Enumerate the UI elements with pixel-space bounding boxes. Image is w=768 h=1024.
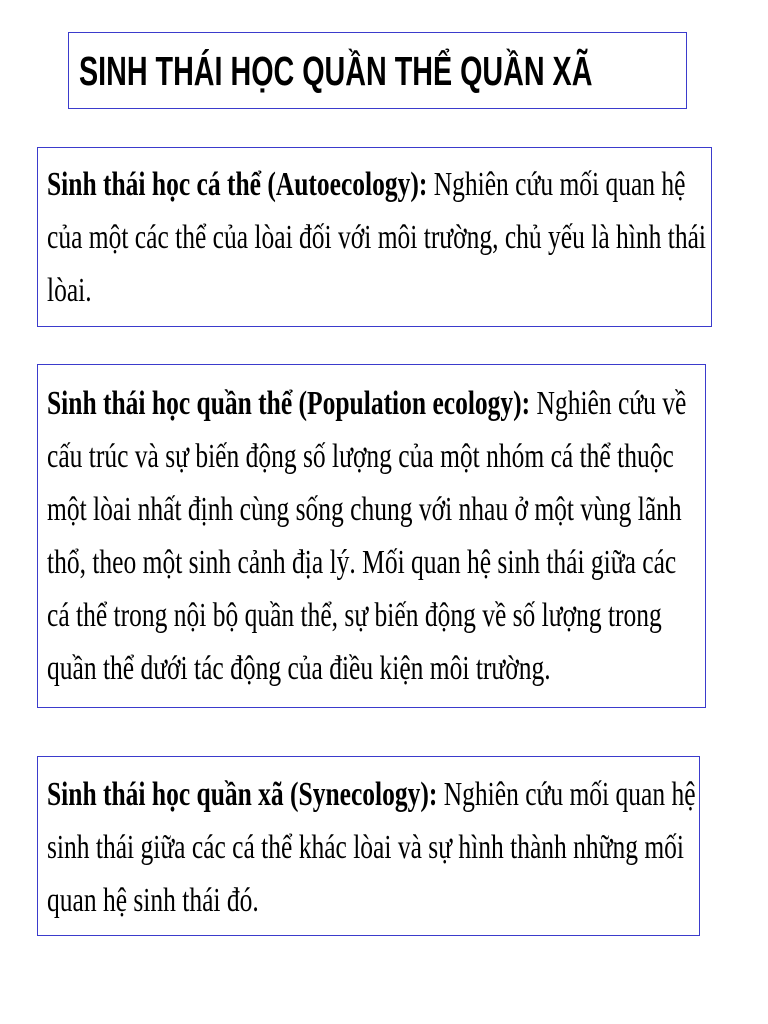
section-synecology bbox=[37, 756, 700, 936]
title-box bbox=[68, 32, 687, 109]
page-title: SINH THÁI HỌC QUẦN THỂ QUẦN XÃ bbox=[79, 48, 593, 94]
section-term: Sinh thái học quần thể (Population ecology): bbox=[47, 385, 531, 422]
section-term: Sinh thái học quần xã (Synecology): bbox=[47, 776, 438, 813]
section-paragraph bbox=[47, 768, 700, 927]
section-description: Nghiên cứu mối quan hệ của một các thể của lòai đối với môi trường, chủ yếu là hình thái lòai. bbox=[47, 166, 706, 309]
section-paragraph bbox=[47, 158, 707, 317]
section-description: Nghiên cứu về cấu trúc và sự biến động số lượng của một nhóm cá thể thuộc một lòai nhất định cùng sống chung với nhau ở một vùng lãnh thổ, theo một sinh cảnh địa lý. Mối quan hệ sinh thái giữa các cá thể trong nội bộ quần thể, sự biến động về số lượng trong quần thể dưới tác động của điều kiện môi trường. bbox=[47, 385, 687, 687]
section-description: Nghiên cứu mối quan hệ sinh thái giữa các cá thể khác lòai và sự hình thành những mối quan hệ sinh thái đó. bbox=[47, 776, 696, 919]
section-term: Sinh thái học cá thể (Autoecology): bbox=[47, 166, 428, 203]
section-autoecology bbox=[37, 147, 712, 327]
section-population-ecology bbox=[37, 364, 706, 708]
section-paragraph bbox=[47, 377, 705, 695]
